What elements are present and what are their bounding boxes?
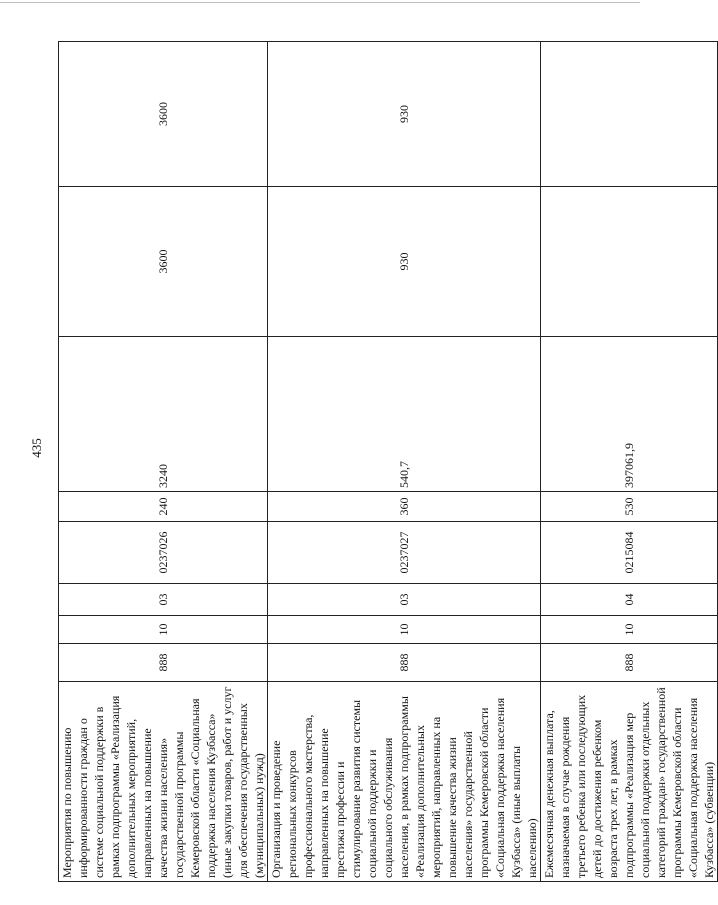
section-cell: 10: [268, 616, 541, 644]
description-cell: Ежемесячная денежная выплата, назначаемая в случае рождения третьего ребенка или последующих детей до достижения ребенком возраста трех лет, в рамках подпрограммы «Реализация мер социальной поддержки отдельных категорий граждан» государственной программы Кемеровской области «Социальная поддержка населения Кузбасса» (субвенции): [541, 682, 718, 882]
amount-year-3-cell: 3600: [59, 42, 268, 187]
amount-year-1-cell: 397061,9: [541, 337, 718, 492]
rotated-table-stage: [58, 42, 716, 882]
subsection-cell: 04: [541, 584, 718, 616]
amount-year-2-cell: 930: [268, 187, 541, 337]
ministry-code-cell: 888: [541, 644, 718, 682]
subsection-cell: 03: [268, 584, 541, 616]
amount-year-2-cell: [541, 187, 718, 337]
amount-year-3-cell: 930: [268, 42, 541, 187]
ministry-code-cell: 888: [268, 644, 541, 682]
scan-edge-line: [0, 2, 640, 3]
expense-type-cell: 530: [541, 492, 718, 522]
section-cell: 10: [59, 616, 268, 644]
ministry-code-cell: 888: [59, 644, 268, 682]
description-cell: Организация и проведение региональных конкурсов профессионального мастерства, направленных на повышение престижа профессии и стимулирование развития системы социальной поддержки и социального обслуживания населения, в рамках подпрограммы «Реализация дополнительных мероприятий, направленных на повышение качества жизни населения» государственной программы Кемеровской области «Социальная поддержка населения Кузбасса» (иные выплаты населению): [268, 682, 541, 882]
amount-year-2-cell: 3600: [59, 187, 268, 337]
amount-year-1-cell: 540,7: [268, 337, 541, 492]
page-number: 435: [29, 438, 44, 458]
target-article-cell: 0215084: [541, 522, 718, 584]
expense-type-cell: 360: [268, 492, 541, 522]
section-cell: 10: [541, 616, 718, 644]
amount-year-3-cell: [541, 42, 718, 187]
subsection-cell: 03: [59, 584, 268, 616]
table-row: [59, 42, 268, 882]
amount-year-1-cell: 3240: [59, 337, 268, 492]
expense-type-cell: 240: [59, 492, 268, 522]
table-row: [268, 42, 541, 882]
table-row: [541, 42, 718, 882]
target-article-cell: 0237026: [59, 522, 268, 584]
description-cell: Мероприятия по повышению информированности граждан о системе социальной поддержки в рамках подпрограммы «Реализация дополнительных мероприятий, направленных на повышение качества жизни населения» государственной программы Кемеровской области «Социальная поддержка населения Кузбасса» (иные закупки товаров, работ и услуг для обеспечения государственных (муниципальных) нужд): [59, 682, 268, 882]
target-article-cell: 0237027: [268, 522, 541, 584]
budget-table: [58, 41, 718, 882]
